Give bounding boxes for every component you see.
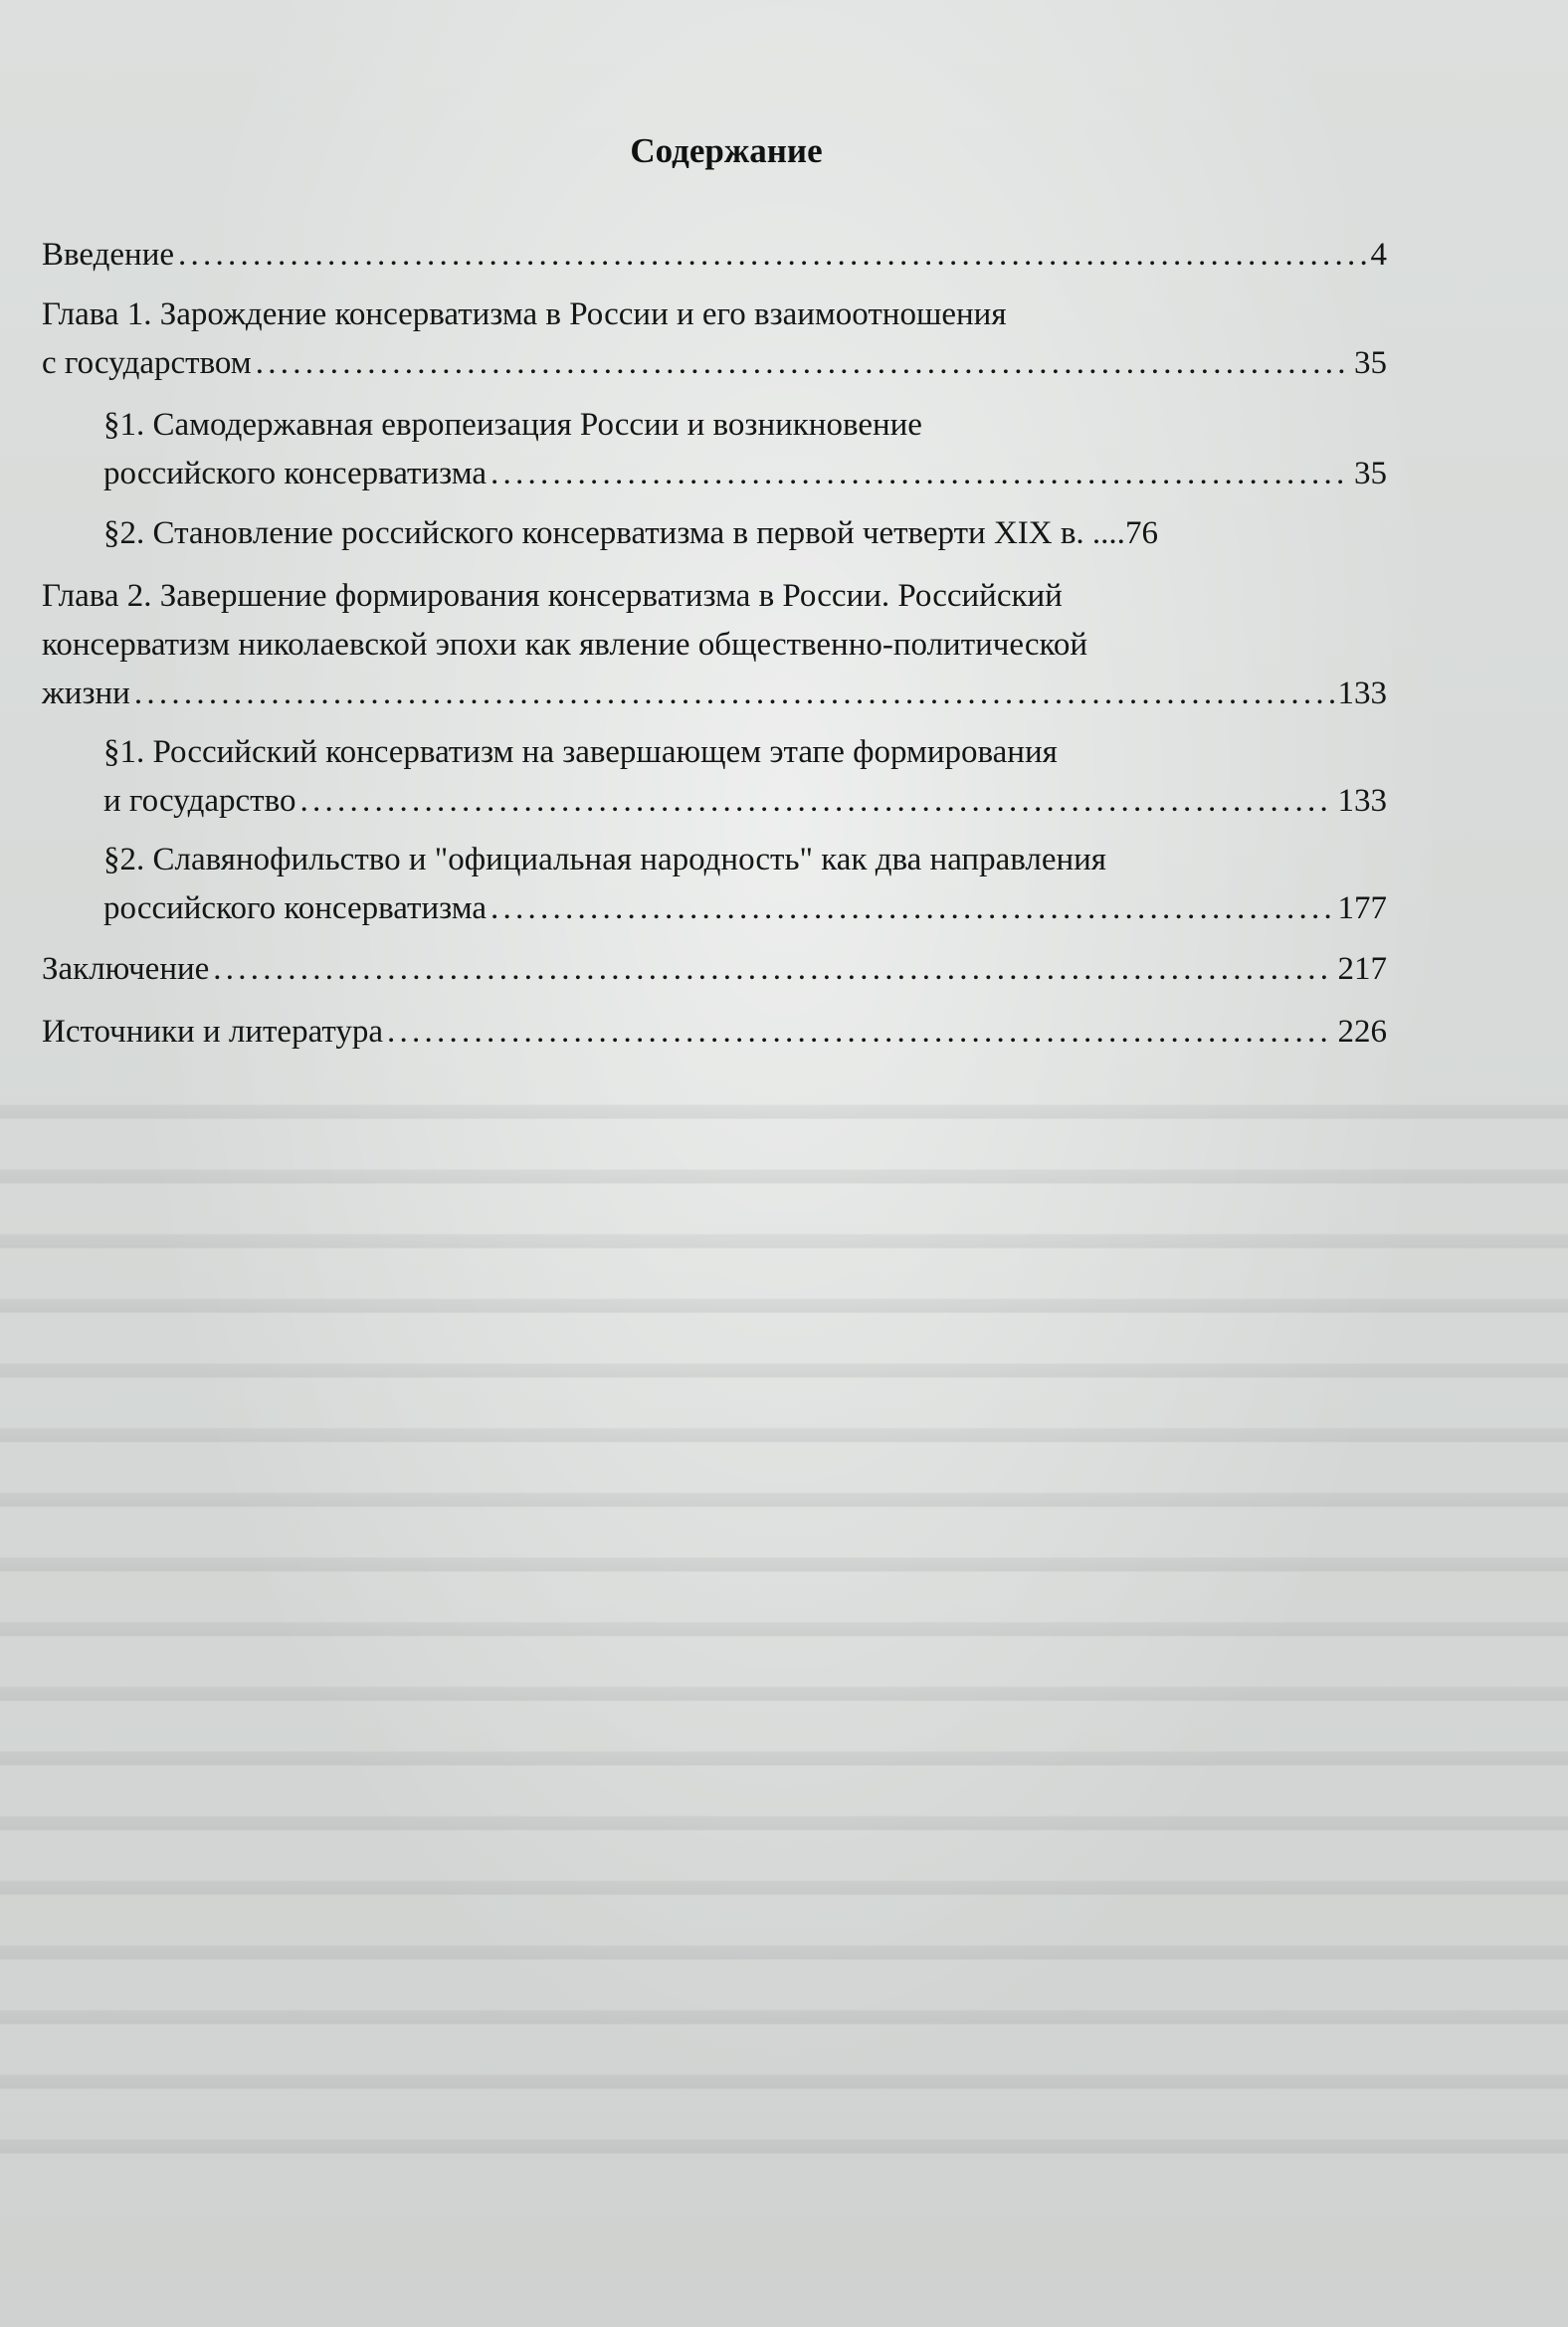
- toc-entry-label: российского консерватизма: [103, 456, 488, 491]
- leader-dots: [299, 777, 1333, 826]
- toc-entry-label: Введение: [42, 237, 175, 273]
- toc-entry-line: Глава 2. Завершение формирования консерватизма в России. Российский: [42, 578, 1063, 614]
- leader-dots: [256, 339, 1350, 388]
- toc-entry-page: 226: [1337, 1014, 1387, 1050]
- toc-entry-line: консерватизм николаевской эпохи как явление общественно-политической: [42, 627, 1088, 663]
- leader-dots: [490, 450, 1350, 498]
- toc-entry-label: жизни: [42, 676, 130, 711]
- toc-entry-conclusion: [42, 945, 1387, 994]
- toc-entry-page: 177: [1337, 890, 1387, 926]
- toc-entry-page: 217: [1337, 951, 1387, 987]
- toc-entry-introduction: [42, 231, 1387, 280]
- toc-entry-chapter-2: [42, 572, 1387, 718]
- toc-entry-label: с государством: [42, 345, 252, 381]
- toc-entry-line: §2. Славянофильство и "официальная народность" как два направления: [103, 842, 1106, 877]
- leader-dots: [178, 231, 1366, 280]
- toc-title: Содержание: [630, 131, 823, 170]
- toc-entry-line: Глава 1. Зарождение консерватизма в России и его взаимоотношения: [42, 296, 1007, 332]
- toc-entry-label: §2. Становление российского консерватизма в первой четверти XIX в. ....: [103, 515, 1125, 551]
- toc-entry-page: 35: [1354, 456, 1387, 491]
- toc-entry-page: 133: [1337, 676, 1387, 711]
- show-through-text: [0, 1074, 1568, 2189]
- toc-entry-page: 76: [1124, 515, 1158, 551]
- toc-entry-chapter-1: [42, 291, 1387, 388]
- leader-dots: [213, 945, 1333, 994]
- leader-dots: [490, 884, 1333, 933]
- toc-entry-chapter-1-section-1: [103, 401, 1387, 498]
- toc-entry-label: российского консерватизма: [103, 890, 488, 926]
- toc-entry-page: 133: [1337, 783, 1387, 819]
- toc-entry-page: 35: [1354, 345, 1387, 381]
- leader-dots: [134, 670, 1334, 718]
- toc-entry-line: §1. Самодержавная европеизация России и возникновение: [103, 407, 922, 443]
- toc-entry-line: §1. Российский консерватизм на завершающем этапе формирования: [103, 734, 1058, 770]
- toc-entry-chapter-1-section-2: [103, 509, 1387, 558]
- leader-dots: [387, 1008, 1333, 1057]
- toc-entry-chapter-2-section-1: [103, 728, 1387, 826]
- toc-entry-label: Источники и литература: [42, 1014, 384, 1050]
- toc-entry-sources: [42, 1008, 1387, 1057]
- toc-entry-chapter-2-section-2: [103, 836, 1387, 933]
- toc-entry-page: 4: [1370, 237, 1387, 273]
- toc-entry-label: Заключение: [42, 951, 210, 987]
- toc-entry-label: и государство: [103, 783, 296, 819]
